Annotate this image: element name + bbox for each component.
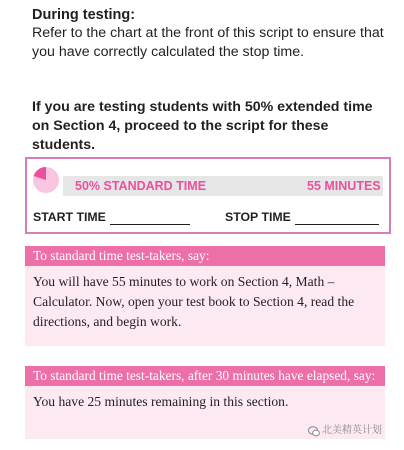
intro-section [32,6,392,62]
time-bar [63,176,383,196]
intro-text: Refer to the chart at the front of this script to ensure that you have correctly calculated the stop time. [32,25,384,60]
clock-pie-icon [32,166,60,194]
intro-heading: During testing: [32,7,136,23]
watermark [308,425,382,437]
time-bar-label: 50% STANDARD TIME [75,179,207,193]
time-bar-minutes: 55 MINUTES [307,179,381,193]
watermark-text: 北美精英计划 [322,425,382,436]
script-body: You will have 55 minutes to work on Section 4, Math – Calculator. Now, open your test book to Section 4, read the directions, and begin work. [33,274,355,329]
script-header: To standard time test-takers, after 30 minutes have elapsed, say: [25,366,385,386]
start-time-field [33,209,190,225]
stop-time-blank [295,212,379,225]
extended-time-notice: If you are testing students with 50% extended time on Section 4, proceed to the script for these students. [32,99,373,153]
wechat-icon [308,426,320,437]
stop-time-label: STOP TIME [225,210,291,224]
script-header: To standard time test-takers, say: [25,246,385,266]
stop-time-field [225,209,379,225]
start-time-label: START TIME [33,210,106,224]
start-time-blank [110,212,190,225]
script-body: You have 25 minutes remaining in this section. [33,394,289,409]
script-box [25,246,385,346]
timer-box [25,157,391,234]
